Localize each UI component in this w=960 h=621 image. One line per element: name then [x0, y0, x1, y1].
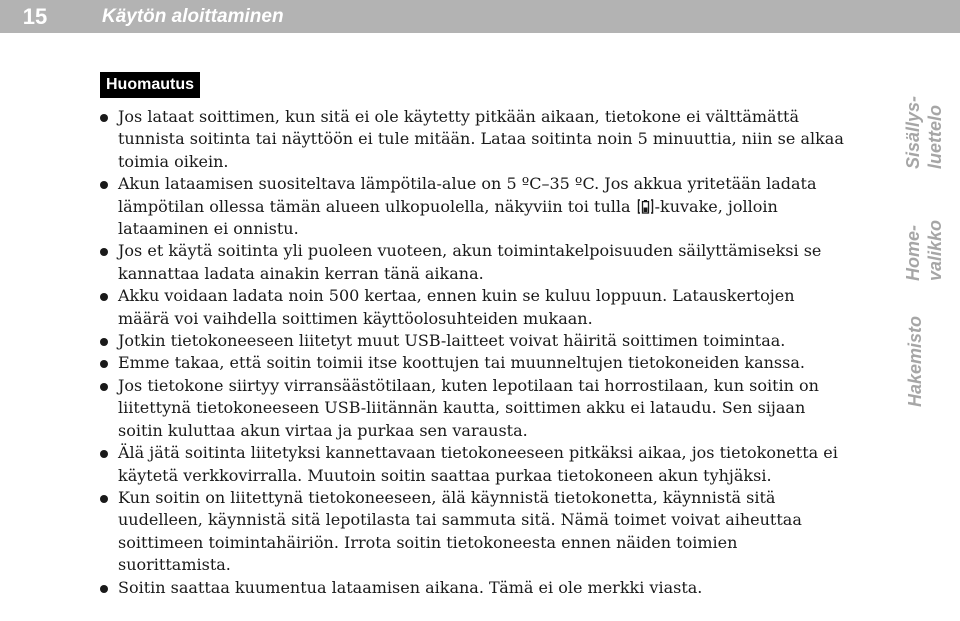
side-navigation	[896, 90, 960, 420]
nav-link-home-menu[interactable]: Home- valikko	[903, 220, 945, 282]
note-item: Jos et käytä soitinta yli puoleen vuoteen, akun toimintakelpoisuuden säilyttämiseksi se kannattaa ladata ainakin kerran tänä aikana.	[100, 240, 845, 285]
note-item: Jotkin tietokoneeseen liitetyt muut USB-laitteet voivat häiritä soittimen toimintaa.	[100, 330, 845, 352]
battery-charge-warning-icon	[637, 198, 654, 215]
note-item: Akku voidaan ladata noin 500 kertaa, ennen kuin se kuluu loppuun. Latauskertojen määrä voi vaihdella soittimen käyttöolosuhteiden mukaan.	[100, 285, 845, 330]
note-list	[100, 106, 845, 599]
note-item: Jos tietokone siirtyy virransäästötilaan, kuten lepotilaan tai horrostilaan, kun soitin on liitettynä tietokoneeseen USB-liitännän kautta, soittimen akku ei lataudu. Sen sijaan soitin kuluttaa akun virtaa ja purkaa sen varausta.	[100, 375, 845, 442]
note-label: Huomautus	[100, 72, 200, 98]
note-item: Älä jätä soitinta liitetyksi kannettavaan tietokoneeseen pitkäksi aikaa, jos tietokonetta ei käytetä verkkovirralla. Muutoin soitin saattaa purkaa tietokoneen akun tyhjäksi.	[100, 442, 845, 487]
header-bar	[0, 0, 960, 33]
note-item: Kun soitin on liitettynä tietokoneeseen, älä käynnistä tietokonetta, käynnistä sitä uudelleen, käynnistä sitä lepotilasta tai sammuta sitä. Nämä toimet voivat aiheuttaa soittimeen toimintahäiriön. Irrota soitin tietokoneesta ennen näiden toimien suorittamista.	[100, 487, 845, 577]
note-item-temperature	[100, 173, 845, 240]
note-item: Emme takaa, että soitin toimii itse koottujen tai muunneltujen tietokoneiden kanssa.	[100, 352, 845, 374]
nav-link-table-of-contents[interactable]: Sisällys- luettelo	[903, 96, 945, 170]
note-item: Jos lataat soittimen, kun sitä ei ole käytetty pitkään aikaan, tietokone ei välttämättä tunnista soitinta tai näyttöön ei tule mitään. Lataa soitinta noin 5 minuuttia, niin se alkaa toimia oikein.	[100, 106, 845, 173]
note-item-text: -kuvake, jolloin lataaminen ei onnistu.	[118, 196, 778, 239]
page-number: 15	[22, 4, 48, 29]
section-title: Käytön aloittaminen	[102, 6, 284, 27]
nav-link-index[interactable]: Hakemisto	[905, 316, 925, 408]
note-item-text: Akun lataamisen suositeltava lämpötila-alue on 5 ºC–35 ºC. Jos akkua yritetään ladata lämpötilan ollessa tämän alueen ulkopuolella, näkyviin toi tulla	[118, 174, 817, 216]
note-item: Soitin saattaa kuumentua lataamisen aikana. Tämä ei ole merkki viasta.	[100, 577, 845, 599]
